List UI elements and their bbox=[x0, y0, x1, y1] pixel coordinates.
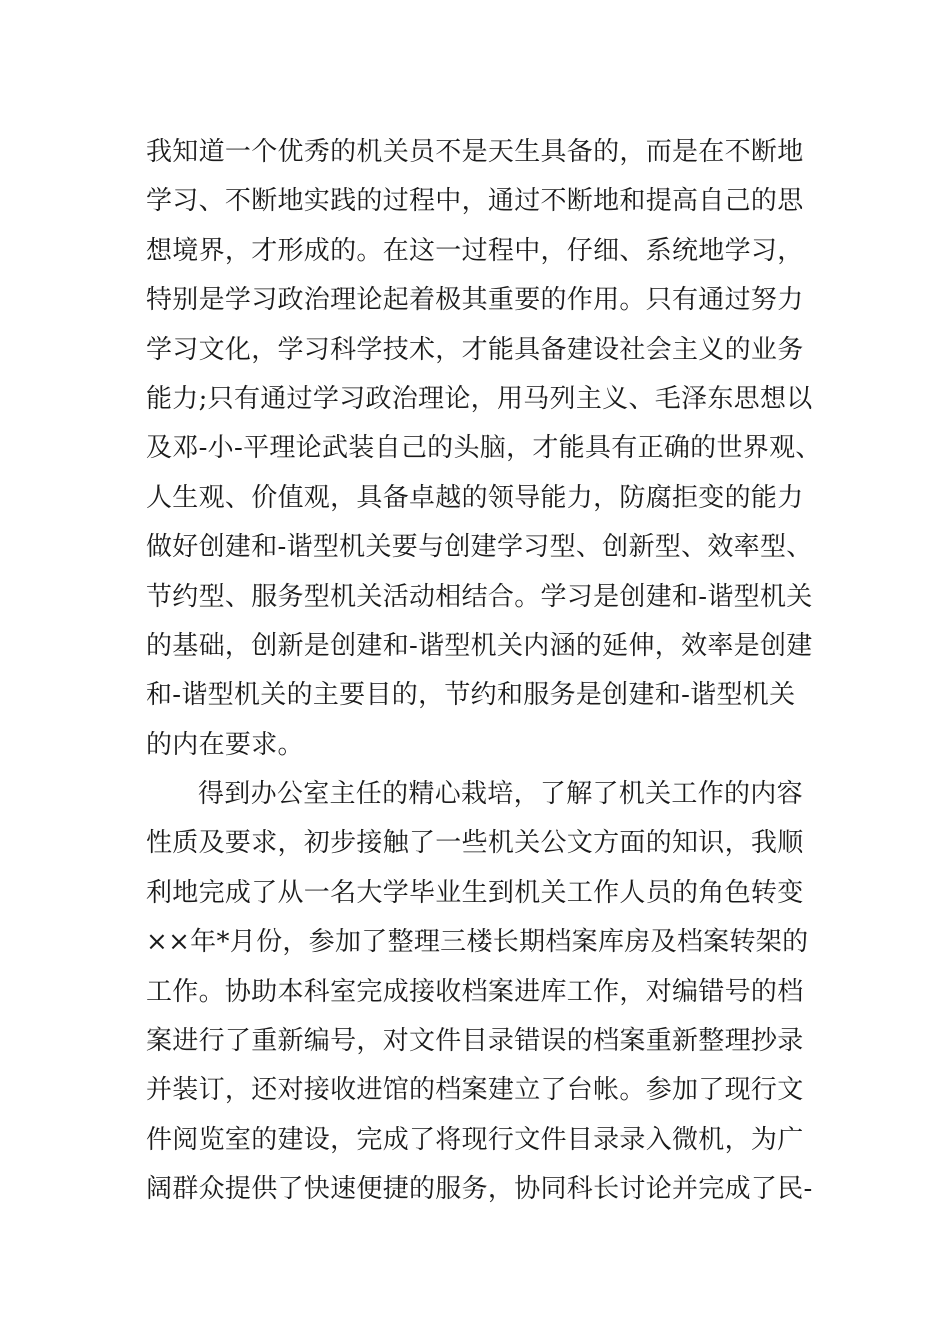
text-line: 件阅览室的建设，完成了将现行文件目录录入微机，为广 bbox=[146, 1124, 804, 1155]
text-line: 节约型、服务型机关活动相结合。学习是创建和-谐型机关 bbox=[146, 581, 813, 612]
paragraph-first-line: 得到办公室主任的精心栽培，了解了机关工作的内容 bbox=[198, 779, 803, 810]
text-line: 及邓-小-平理论武装自己的头脑，才能具有正确的世界观、 bbox=[146, 433, 822, 464]
text-line: 学习文化，学习科学技术，才能具备建设社会主义的业务 bbox=[146, 334, 804, 365]
text-line: 我知道一个优秀的机关员不是天生具备的，而是在不断地 bbox=[146, 137, 804, 167]
text-line: 想境界，才形成的。在这一过程中，仔细、系统地学习， bbox=[146, 235, 804, 266]
text-line: 工作。协助本科室完成接收档案进库工作，对编错号的档 bbox=[146, 976, 804, 1007]
text-line: 利地完成了从一名大学毕业生到机关工作人员的角色转变 bbox=[146, 877, 804, 908]
text-line: 阔群众提供了快速便捷的服务，协同科长讨论并完成了民- bbox=[146, 1174, 813, 1205]
text-line: 做好创建和-谐型机关要与创建学习型、创新型、效率型、 bbox=[146, 532, 813, 563]
text-line: 的基础，创新是创建和-谐型机关内涵的延伸，效率是创建 bbox=[146, 630, 813, 661]
text-line: 特别是学习政治理论起着极其重要的作用。只有通过努力 bbox=[146, 285, 804, 316]
text-line: 并装订，还对接收进馆的档案建立了台帐。参加了现行文 bbox=[146, 1075, 804, 1106]
text-line: 人生观、价值观，具备卓越的领导能力，防腐拒变的能力 bbox=[146, 482, 804, 513]
text-line: 性质及要求，初步接触了一些机关公文方面的知识，我顺 bbox=[146, 828, 804, 859]
text-line: 能力;只有通过学习政治理论，用马列主义、毛泽东思想以 bbox=[146, 383, 813, 414]
text-line: 学习、不断地实践的过程中，通过不断地和提高自己的思 bbox=[146, 186, 804, 217]
body-text bbox=[146, 128, 836, 1215]
text-line: 和-谐型机关的主要目的，节约和服务是创建和-谐型机关 bbox=[146, 680, 796, 711]
text-line: 案进行了重新编号，对文件目录错误的档案重新整理抄录 bbox=[146, 1026, 804, 1057]
text-line: 的内在要求。 bbox=[146, 729, 304, 760]
text-line: ××年*月份，参加了整理三楼长期档案库房及档案转架的 bbox=[146, 927, 809, 958]
